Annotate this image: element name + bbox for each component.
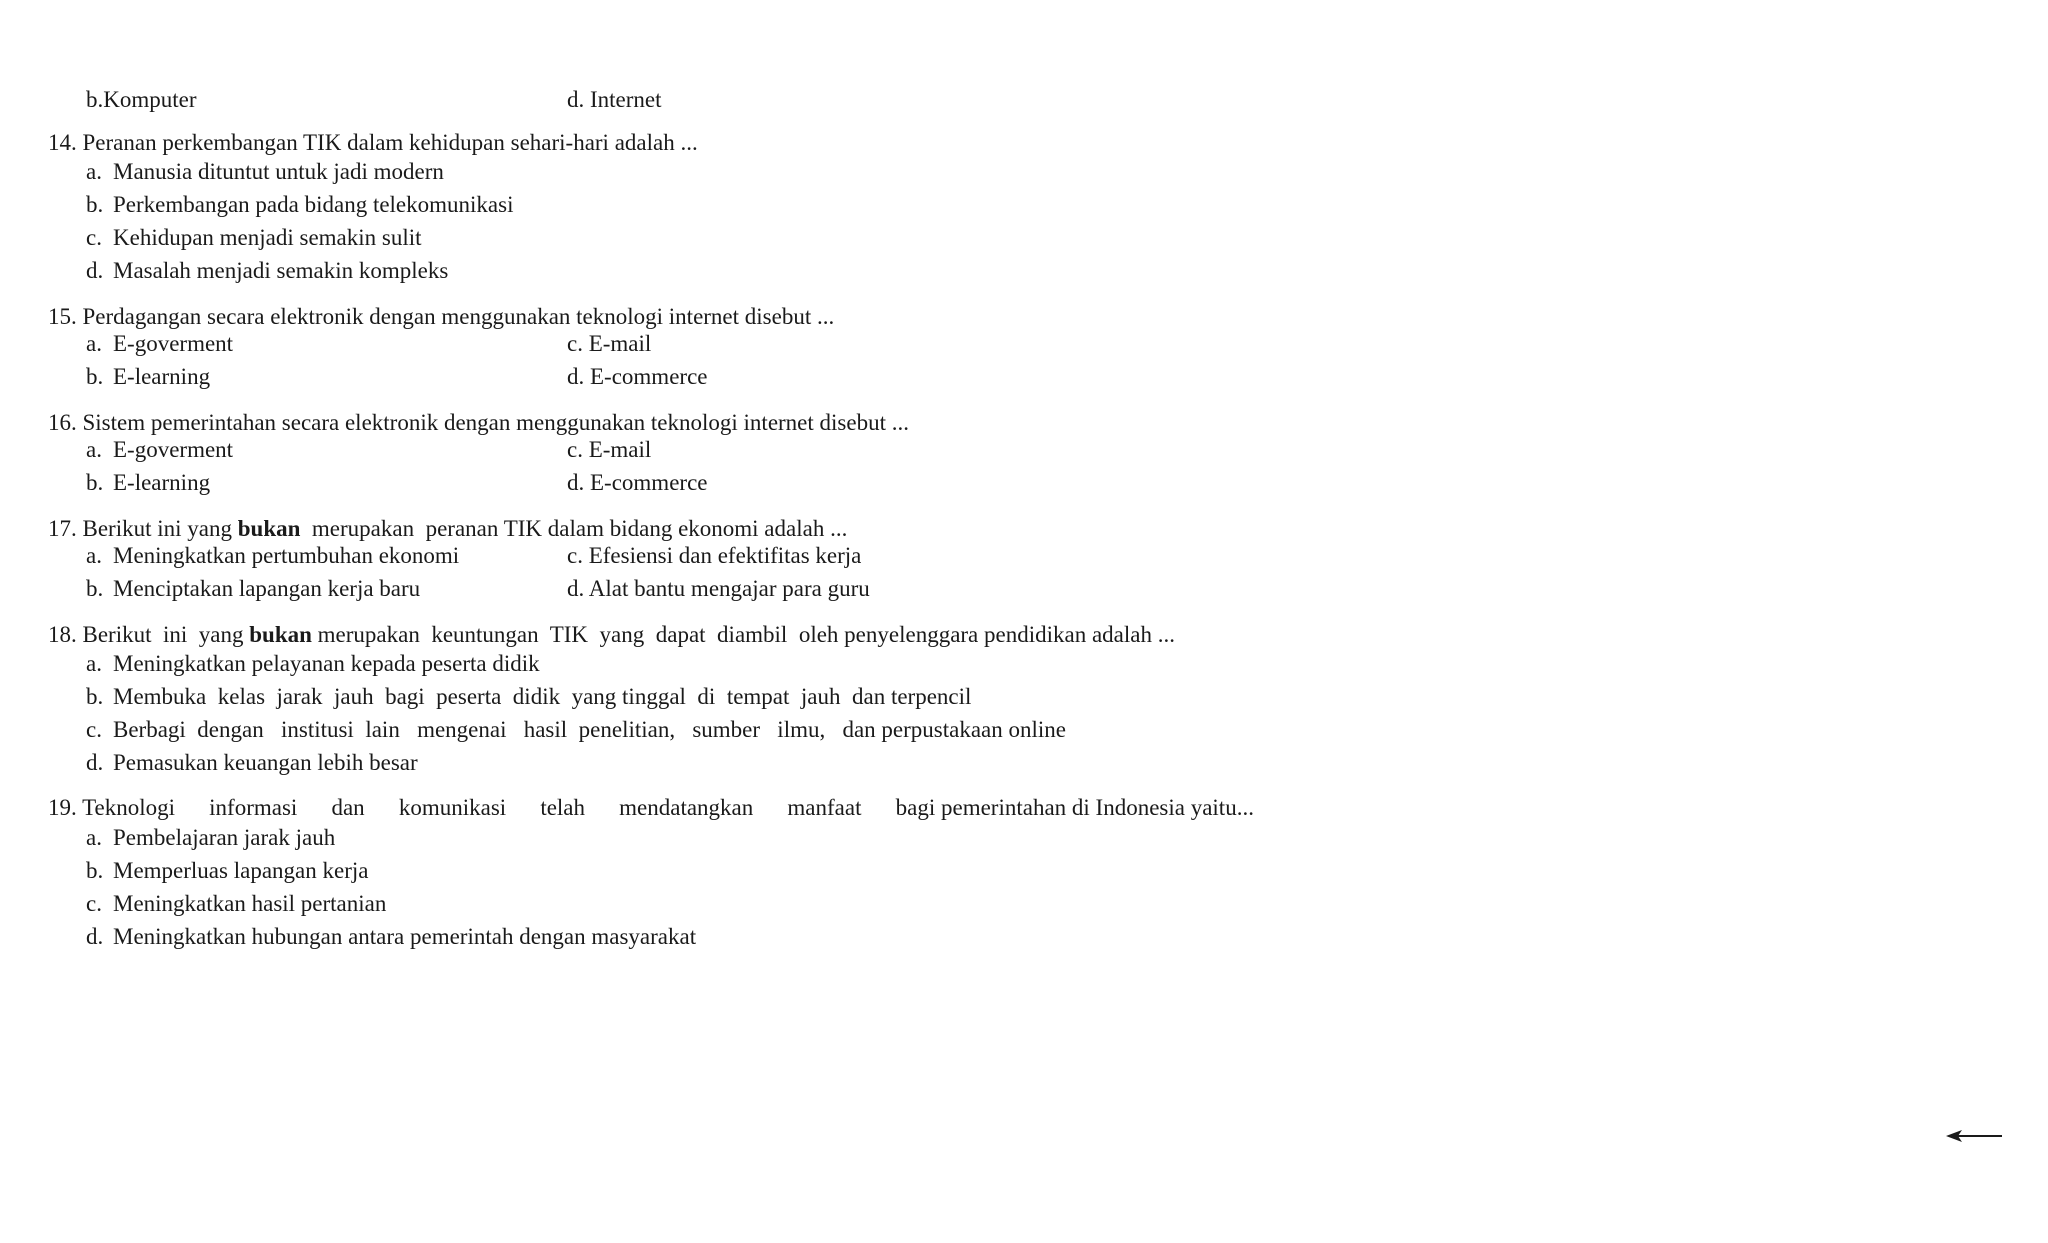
option [86,749,418,777]
option [86,824,335,852]
option-label: b. [86,576,104,601]
option-text: Pemasukan keuangan lebih besar [113,750,418,775]
question-text: Peranan perkembangan TIK dalam kehidupan sehari-hari adalah ... [82,130,698,155]
option-label: c. [86,225,102,250]
option [86,575,420,603]
option-label: b. [86,192,104,217]
question-text-word: 19. Teknologi [48,795,176,820]
question-number: 14. [48,130,77,155]
option-text: Meningkatkan hubungan antara pemerintah dengan masyarakat [113,924,697,949]
option [86,436,233,464]
option-text: Masalah menjadi semakin kompleks [113,258,449,283]
option-label: d. [86,924,104,949]
option-text: Pembelajaran jarak jauh [113,825,336,850]
option [86,923,696,951]
option-text: Perkembangan pada bidang telekomunikasi [113,192,514,217]
option-label: a. [86,651,102,676]
option [86,158,444,186]
option-text: E-goverment [113,331,234,356]
question-text-word: bagi pemerintahan di Indonesia yaitu... [895,795,1254,820]
option [86,890,386,918]
question-number: 15. [48,304,77,329]
emphasis-bukan: bukan [249,622,312,647]
option-text: Memperluas lapangan kerja [113,858,369,883]
option-label: d. [86,258,104,283]
emphasis-bukan: bukan [237,516,301,541]
question-17 [48,515,847,543]
question-text-word: telah [540,795,586,820]
option: d. Alat bantu mengajar para guru [567,576,870,601]
question-text-word: mendatangkan [619,795,754,820]
question-text-word: manfaat [787,795,862,820]
option [86,191,513,219]
question-text: Berikut ini yang [82,516,238,541]
option: c. Efesiensi dan efektifitas kerja [567,543,862,568]
question-number: 18. [48,622,77,647]
option-text: Meningkatkan hasil pertanian [113,891,387,916]
arrow-left-icon[interactable] [1946,1129,2002,1143]
option-label: b. [86,684,104,709]
question-text-rest: merupakan keuntungan TIK yang dapat diambil oleh penyelenggara pendidikan adalah ... [311,622,1175,647]
option-label: b. [86,858,104,883]
option-text: E-learning [113,470,211,495]
question-16 [48,409,909,437]
option-text: Meningkatkan pertumbuhan ekonomi [113,543,460,568]
option [86,716,1066,744]
option-text: Menciptakan lapangan kerja baru [113,576,421,601]
question-text: Berikut ini yang [82,622,250,647]
option [86,857,368,885]
option-label: d. [86,750,104,775]
option-text: E-goverment [113,437,234,462]
option [86,683,971,711]
option: c. E-mail [567,331,652,356]
question-15 [48,303,834,331]
option [86,650,540,678]
prev-option-d: d. Internet [567,87,662,112]
question-text-word: komunikasi [398,795,507,820]
question-text: Sistem pemerintahan secara elektronik dengan menggunakan teknologi internet disebut ... [82,410,909,435]
option-text: Membuka kelas jarak jauh bagi peserta didik yang tinggal di tempat jauh dan terpencil [113,684,972,709]
option-label: a. [86,159,102,184]
prev-option-b: b.Komputer [86,87,197,112]
question-number: 17. [48,516,77,541]
option-label: a. [86,437,102,462]
option-label: a. [86,543,102,568]
option-text: Manusia dituntut untuk jadi modern [113,159,444,184]
option-label: a. [86,825,102,850]
question-text-word: dan [331,795,365,820]
option-label: b. [86,364,104,389]
question-number: 16. [48,410,77,435]
option-label: b. [86,470,104,495]
question-text-word: informasi [209,795,298,820]
option: c. E-mail [567,437,652,462]
question-14 [48,129,698,157]
option [86,542,459,570]
option-label: a. [86,331,102,356]
option: d. E-commerce [567,364,708,389]
option-text: Kehidupan menjadi semakin sulit [113,225,422,250]
option-text: Meningkatkan pelayanan kepada peserta didik [113,651,540,676]
option-label: c. [86,717,102,742]
option [86,224,422,252]
option-text: Berbagi dengan institusi lain mengenai hasil penelitian, sumber ilmu, dan perpustakaan online [113,717,1067,742]
option-text: E-learning [113,364,211,389]
option-label: c. [86,891,102,916]
question-text: Perdagangan secara elektronik dengan menggunakan teknologi internet disebut ... [82,304,835,329]
option: d. E-commerce [567,470,708,495]
question-18 [48,621,1175,649]
question-19 [48,794,1254,822]
question-text-rest: merupakan peranan TIK dalam bidang ekonomi adalah ... [300,516,848,541]
option [86,363,210,391]
option [86,257,448,285]
option [86,469,210,497]
option [86,330,233,358]
